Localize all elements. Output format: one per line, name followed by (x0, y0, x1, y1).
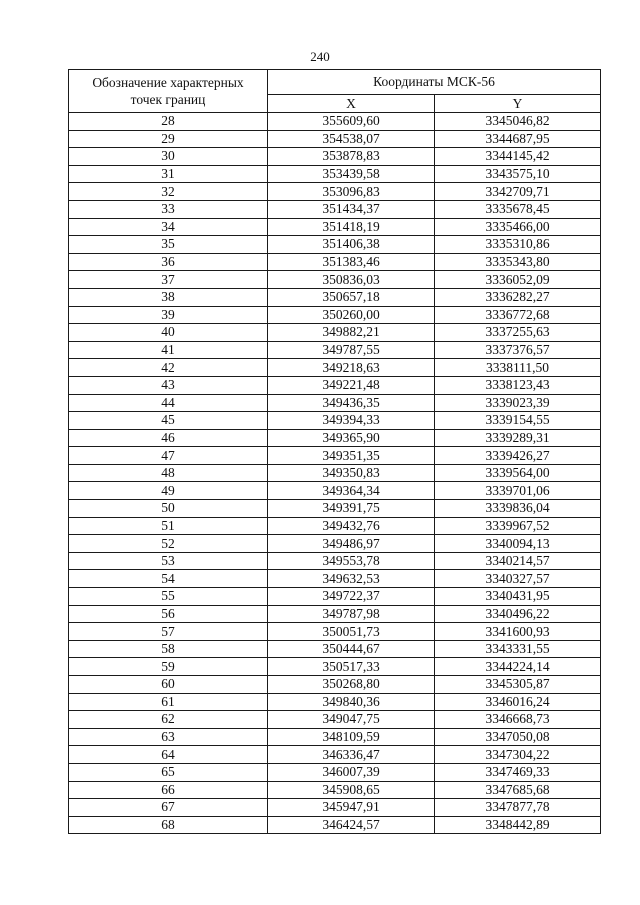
y-coordinate-cell: 3336052,09 (435, 271, 601, 289)
x-coordinate-cell: 350444,67 (268, 640, 435, 658)
x-coordinate-cell: 345908,65 (268, 781, 435, 799)
table-row (69, 324, 601, 342)
table-row (69, 113, 601, 131)
y-coordinate-cell: 3339836,04 (435, 500, 601, 518)
table-row (69, 200, 601, 218)
point-cell: 58 (69, 640, 268, 658)
table-row (69, 218, 601, 236)
point-cell: 43 (69, 376, 268, 394)
table-row (69, 746, 601, 764)
x-coordinate-cell: 346007,39 (268, 763, 435, 781)
y-coordinate-cell: 3335310,86 (435, 236, 601, 254)
point-cell: 64 (69, 746, 268, 764)
table-row (69, 799, 601, 817)
table-row (69, 341, 601, 359)
table-row (69, 482, 601, 500)
table-row (69, 288, 601, 306)
table-row (69, 148, 601, 166)
y-coordinate-cell: 3347877,78 (435, 799, 601, 817)
x-coordinate-cell: 351406,38 (268, 236, 435, 254)
y-coordinate-cell: 3335343,80 (435, 253, 601, 271)
table-row (69, 535, 601, 553)
table-row (69, 376, 601, 394)
y-coordinate-cell: 3338123,43 (435, 376, 601, 394)
y-coordinate-cell: 3339564,00 (435, 464, 601, 482)
point-cell: 52 (69, 535, 268, 553)
x-coordinate-cell: 349787,98 (268, 605, 435, 623)
x-coordinate-cell: 350657,18 (268, 288, 435, 306)
x-coordinate-cell: 353439,58 (268, 165, 435, 183)
point-cell: 47 (69, 447, 268, 465)
table-row (69, 711, 601, 729)
x-coordinate-cell: 351418,19 (268, 218, 435, 236)
table-body (69, 113, 601, 834)
x-coordinate-cell: 349351,35 (268, 447, 435, 465)
point-cell: 50 (69, 500, 268, 518)
point-cell: 65 (69, 763, 268, 781)
x-coordinate-cell: 350836,03 (268, 271, 435, 289)
y-coordinate-cell: 3336282,27 (435, 288, 601, 306)
point-cell: 41 (69, 341, 268, 359)
table-row (69, 183, 601, 201)
point-cell: 35 (69, 236, 268, 254)
table-row (69, 271, 601, 289)
header-coordinates-group: Координаты МСК-56 (268, 70, 601, 95)
x-coordinate-cell: 349364,34 (268, 482, 435, 500)
point-cell: 48 (69, 464, 268, 482)
point-cell: 66 (69, 781, 268, 799)
table-row (69, 412, 601, 430)
y-coordinate-cell: 3346668,73 (435, 711, 601, 729)
table-row (69, 676, 601, 694)
table-row (69, 763, 601, 781)
point-cell: 44 (69, 394, 268, 412)
point-cell: 42 (69, 359, 268, 377)
x-coordinate-cell: 349632,53 (268, 570, 435, 588)
point-cell: 56 (69, 605, 268, 623)
table-row (69, 658, 601, 676)
x-coordinate-cell: 354538,07 (268, 130, 435, 148)
point-cell: 37 (69, 271, 268, 289)
point-cell: 34 (69, 218, 268, 236)
point-cell: 59 (69, 658, 268, 676)
point-cell: 57 (69, 623, 268, 641)
x-coordinate-cell: 349432,76 (268, 517, 435, 535)
table-row (69, 552, 601, 570)
point-cell: 33 (69, 200, 268, 218)
table-row (69, 253, 601, 271)
y-coordinate-cell: 3339289,31 (435, 429, 601, 447)
x-coordinate-cell: 348109,59 (268, 728, 435, 746)
y-coordinate-cell: 3348442,89 (435, 816, 601, 834)
y-coordinate-cell: 3340327,57 (435, 570, 601, 588)
y-coordinate-cell: 3340496,22 (435, 605, 601, 623)
point-cell: 32 (69, 183, 268, 201)
point-cell: 53 (69, 552, 268, 570)
y-coordinate-cell: 3346016,24 (435, 693, 601, 711)
y-coordinate-cell: 3347685,68 (435, 781, 601, 799)
x-coordinate-cell: 346336,47 (268, 746, 435, 764)
point-cell: 54 (69, 570, 268, 588)
point-cell: 67 (69, 799, 268, 817)
x-coordinate-cell: 350517,33 (268, 658, 435, 676)
y-coordinate-cell: 3345305,87 (435, 676, 601, 694)
x-coordinate-cell: 349553,78 (268, 552, 435, 570)
table-row (69, 236, 601, 254)
table-row (69, 781, 601, 799)
table-row (69, 570, 601, 588)
y-coordinate-cell: 3337376,57 (435, 341, 601, 359)
x-coordinate-cell: 346424,57 (268, 816, 435, 834)
y-coordinate-cell: 3344145,42 (435, 148, 601, 166)
table-row (69, 165, 601, 183)
point-cell: 62 (69, 711, 268, 729)
point-cell: 49 (69, 482, 268, 500)
table-row (69, 693, 601, 711)
table-row (69, 605, 601, 623)
x-coordinate-cell: 351434,37 (268, 200, 435, 218)
y-coordinate-cell: 3339701,06 (435, 482, 601, 500)
point-cell: 28 (69, 113, 268, 131)
point-cell: 55 (69, 588, 268, 606)
point-cell: 29 (69, 130, 268, 148)
point-cell: 30 (69, 148, 268, 166)
table-row (69, 500, 601, 518)
x-coordinate-cell: 349365,90 (268, 429, 435, 447)
table-row (69, 429, 601, 447)
table-row (69, 728, 601, 746)
point-cell: 36 (69, 253, 268, 271)
table-row (69, 517, 601, 535)
y-coordinate-cell: 3347050,08 (435, 728, 601, 746)
y-coordinate-cell: 3337255,63 (435, 324, 601, 342)
x-coordinate-cell: 351383,46 (268, 253, 435, 271)
y-coordinate-cell: 3343331,55 (435, 640, 601, 658)
table-row (69, 306, 601, 324)
x-coordinate-cell: 349218,63 (268, 359, 435, 377)
table-row (69, 588, 601, 606)
table-row (69, 816, 601, 834)
y-coordinate-cell: 3341600,93 (435, 623, 601, 641)
y-coordinate-cell: 3339967,52 (435, 517, 601, 535)
y-coordinate-cell: 3344687,95 (435, 130, 601, 148)
header-row (69, 70, 601, 95)
x-coordinate-cell: 349394,33 (268, 412, 435, 430)
table-row (69, 640, 601, 658)
table-row (69, 447, 601, 465)
y-coordinate-cell: 3339154,55 (435, 412, 601, 430)
x-coordinate-cell: 353878,83 (268, 148, 435, 166)
y-coordinate-cell: 3344224,14 (435, 658, 601, 676)
y-coordinate-cell: 3340214,57 (435, 552, 601, 570)
y-coordinate-cell: 3347469,33 (435, 763, 601, 781)
x-coordinate-cell: 349486,97 (268, 535, 435, 553)
point-cell: 39 (69, 306, 268, 324)
header-point-designation: Обозначение характерных точек границ (69, 70, 268, 113)
x-coordinate-cell: 349840,36 (268, 693, 435, 711)
x-coordinate-cell: 349436,35 (268, 394, 435, 412)
x-coordinate-cell: 349787,55 (268, 341, 435, 359)
page-number: 240 (310, 49, 330, 64)
x-coordinate-cell: 349047,75 (268, 711, 435, 729)
x-coordinate-cell: 349391,75 (268, 500, 435, 518)
table-header (69, 70, 601, 113)
y-coordinate-cell: 3340094,13 (435, 535, 601, 553)
point-cell: 45 (69, 412, 268, 430)
y-coordinate-cell: 3340431,95 (435, 588, 601, 606)
point-cell: 38 (69, 288, 268, 306)
point-cell: 31 (69, 165, 268, 183)
point-cell: 61 (69, 693, 268, 711)
y-coordinate-cell: 3345046,82 (435, 113, 601, 131)
x-coordinate-cell: 353096,83 (268, 183, 435, 201)
x-coordinate-cell: 350268,80 (268, 676, 435, 694)
table-row (69, 464, 601, 482)
point-cell: 40 (69, 324, 268, 342)
table-row (69, 394, 601, 412)
y-coordinate-cell: 3343575,10 (435, 165, 601, 183)
point-cell: 60 (69, 676, 268, 694)
x-coordinate-cell: 349221,48 (268, 376, 435, 394)
y-coordinate-cell: 3336772,68 (435, 306, 601, 324)
y-coordinate-cell: 3347304,22 (435, 746, 601, 764)
x-coordinate-cell: 350051,73 (268, 623, 435, 641)
y-coordinate-cell: 3338111,50 (435, 359, 601, 377)
table-row (69, 359, 601, 377)
point-cell: 51 (69, 517, 268, 535)
header-y: Y (435, 95, 601, 113)
y-coordinate-cell: 3339023,39 (435, 394, 601, 412)
x-coordinate-cell: 349350,83 (268, 464, 435, 482)
table-row (69, 623, 601, 641)
x-coordinate-cell: 349722,37 (268, 588, 435, 606)
y-coordinate-cell: 3339426,27 (435, 447, 601, 465)
y-coordinate-cell: 3335678,45 (435, 200, 601, 218)
point-cell: 46 (69, 429, 268, 447)
x-coordinate-cell: 349882,21 (268, 324, 435, 342)
header-x: X (268, 95, 435, 113)
coordinates-table (68, 69, 601, 834)
x-coordinate-cell: 355609,60 (268, 113, 435, 131)
point-cell: 63 (69, 728, 268, 746)
x-coordinate-cell: 350260,00 (268, 306, 435, 324)
y-coordinate-cell: 3335466,00 (435, 218, 601, 236)
x-coordinate-cell: 345947,91 (268, 799, 435, 817)
table-row (69, 130, 601, 148)
y-coordinate-cell: 3342709,71 (435, 183, 601, 201)
point-cell: 68 (69, 816, 268, 834)
